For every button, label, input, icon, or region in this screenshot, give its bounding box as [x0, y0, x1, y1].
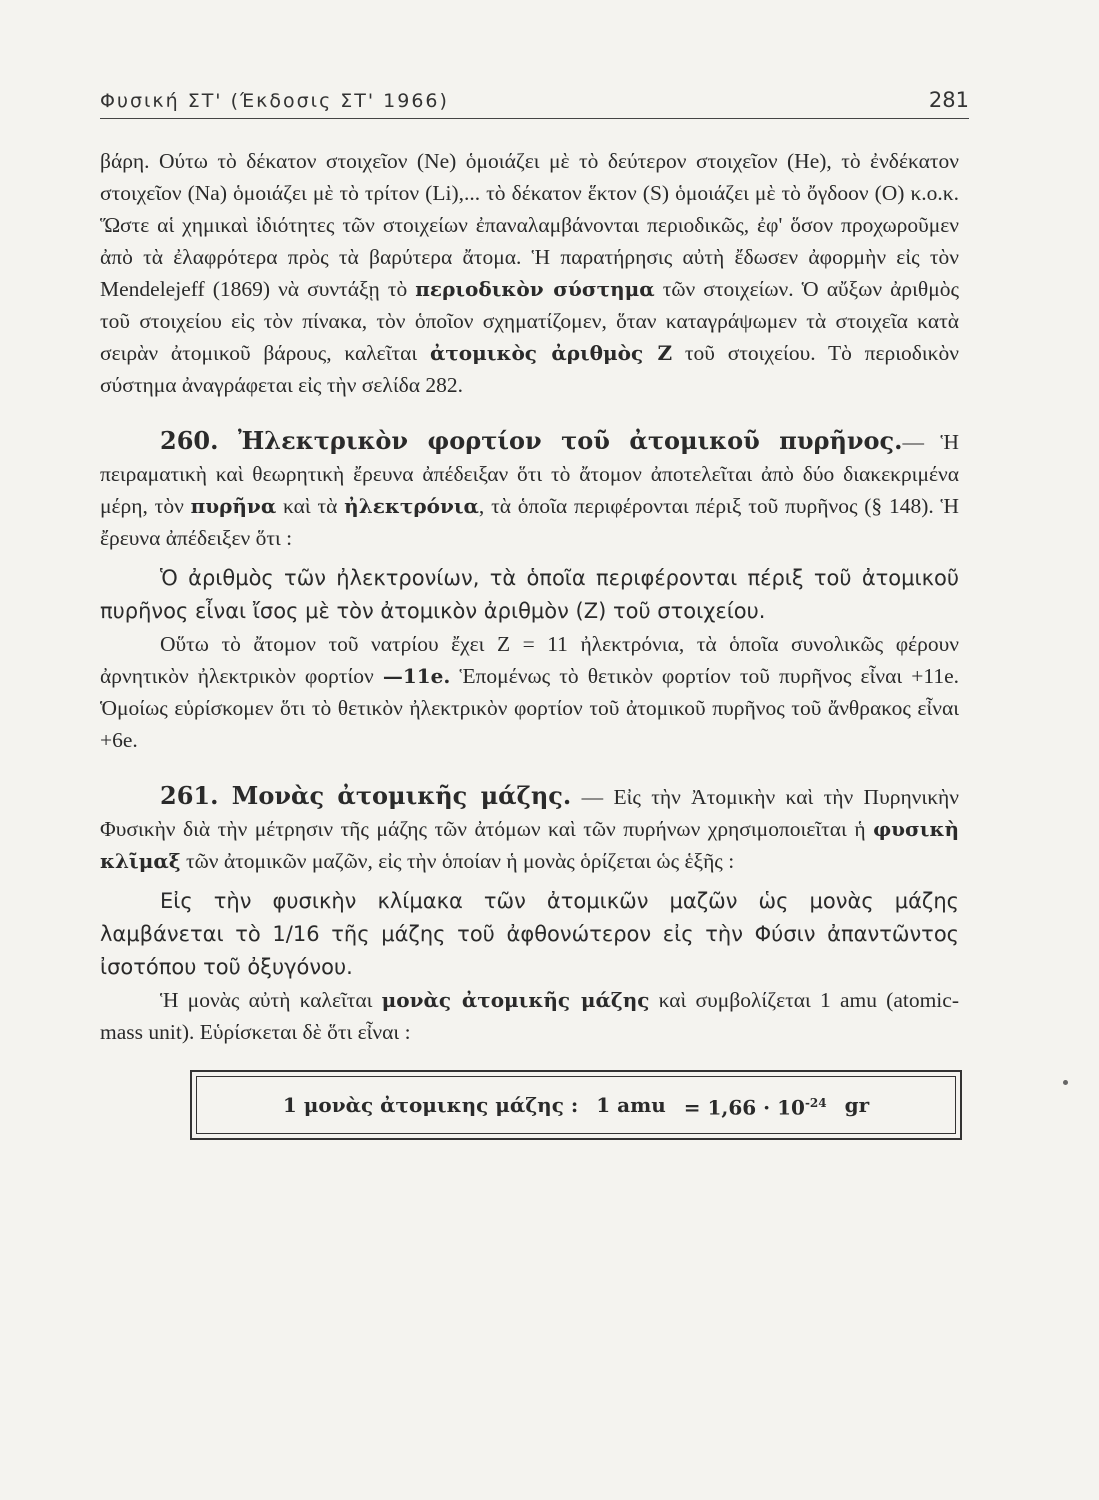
running-head	[100, 88, 969, 119]
ink-speck	[1063, 1080, 1068, 1085]
section-261-statement: Εἰς τὴν φυσικὴν κλίμακα τῶν ἀτομικῶν μαζῶν ὡς μονὰς μάζης λαμβάνεται τὸ 1/16 τῆς μάζης τοῦ ἀφθονώτερον εἰς τὴν Φύσιν ἀπαντῶντος ἰσοτόπου τοῦ ὀξυγόνου.	[100, 889, 959, 979]
term-atomic-mass-unit: μονὰς ἀτομικῆς μάζης	[381, 988, 650, 1012]
term-periodic-system: περιοδικὸν σύστημα	[415, 277, 655, 301]
example-text-2: Ἑπομένως τὸ θετικὸν φορτίον τοῦ πυρῆνος εἶναι +11e. Ὁμοίως εὑρίσκομεν ὅτι τὸ θετικὸν ἠλεκτρικὸν φορτίον τοῦ ἀτομικοῦ πυρῆνος τοῦ ἄνθρακος εἶναι +6e.	[100, 664, 959, 752]
section-261-heading: 261. Μονὰς ἀτομικῆς μάζης.	[160, 781, 572, 810]
section-260-statement: Ὁ ἀριθμὸς τῶν ἠλεκτρονίων, τὰ ὁποῖα περιφέρονται πέριξ τοῦ ἀτομικοῦ πυρῆνος εἶναι ἴσος μὲ τὸν ἀτομικὸν ἀριθμὸν (Z) τοῦ στοιχείου.	[100, 566, 959, 623]
section-261-text-1: — Εἰς τὴν Ἀτομικὴν καὶ τὴν Πυρηνικὴν Φυσικὴν διὰ τὴν μέτρησιν τῆς μάζης τῶν ἀτόμων καὶ τῶν πυρήνων χρησιμοποιεῖται ἡ	[100, 785, 959, 841]
term-atomic-number: ἀτομικὸς ἀριθμὸς Z	[429, 341, 673, 365]
example-text-1: Οὕτω τὸ ἄτομον τοῦ νατρίου ἔχει Z = 11 ἠλεκτρόνια, τὰ ὁποῖα συνολικῶς φέρουν ἀρνητικὸν ἠλεκτρικὸν φορτίον	[100, 632, 959, 688]
formula-rhs	[684, 1087, 827, 1124]
intro-text-2: τῶν στοιχείων. Ὁ αὔξων ἀριθμὸς τοῦ στοιχείου εἰς τὸν πίνακα, τὸν ὁποῖον σχηματίζομεν, ὅταν καταγράψωμεν τὰ στοιχεῖα κατὰ σειρὰν ἀτομικοῦ βάρους, καλεῖται	[100, 277, 959, 365]
page-body	[100, 145, 959, 1140]
formula-value: = 1,66 · 10	[683, 1095, 805, 1120]
section-260-text-1: — Ἡ πειραματικὴ καὶ θεωρητικὴ ἔρευνα ἀπέδειξαν ὅτι τὸ ἄτομον ἀποτελεῖται ἀπὸ δύο διακεκριμένα μέρη, τὸν	[100, 430, 959, 518]
section-260	[100, 425, 959, 756]
section-260-paragraph	[100, 425, 959, 554]
section-260-heading: 260. Ἠλεκτρικὸν φορτίον τοῦ ἀτομικοῦ πυρῆνος.	[160, 426, 903, 455]
formula-unit: gr	[844, 1093, 870, 1117]
running-head-title: Φυσική ΣΤ' (Έκδοσις ΣΤ' 1966)	[100, 90, 449, 112]
formula-box	[190, 1070, 962, 1140]
term-physical-scale: φυσικὴ κλῖμαξ	[100, 817, 959, 873]
term-nucleus: πυρῆνα	[190, 494, 277, 518]
formula-lhs: 1 amu	[596, 1093, 666, 1117]
formula-inner-frame	[196, 1076, 956, 1134]
section-261-paragraph	[100, 780, 959, 877]
formula-exponent: -24	[804, 1095, 827, 1110]
intro-paragraph	[100, 145, 959, 401]
term-electrons: ἠλεκτρόνια	[344, 494, 479, 518]
section-261	[100, 780, 959, 1048]
section-260-example	[100, 628, 959, 756]
intro-text-1: βάρη. Ούτω τὸ δέκατον στοιχεῖον (Ne) ὁμοιάζει μὲ τὸ δεύτερον στοιχεῖον (He), τὸ ἐνδέκατον στοιχεῖον (Na) ὁμοιάζει μὲ τὸ τρίτον (Li),... τὸ δέκατον ἕκτον (S) ὁμοιάζει μὲ τὸ ὄγδοον (O) κ.ο.κ. Ὥστε αἱ χημικαὶ ἰδιότητες τῶν στοιχείων ἐπαναλαμβάνονται περιοδικῶς, ἐφ' ὅσον προχωροῦμεν ἀπὸ τὰ ἐλαφρότερα πρὸς τὰ βαρύτερα ἄτομα. Ἡ παρατήρησις αὐτὴ ἔδωσεν ἀφορμὴν εἰς τὸν Mendelejeff (1869) νὰ συντάξῃ τὸ	[100, 149, 959, 301]
section-261-text-2: τῶν ἀτομικῶν μαζῶν, εἰς τὴν ὁποίαν ἡ μονὰς ὁρίζεται ὡς ἑξῆς :	[180, 849, 735, 873]
section-260-text-3: , τὰ ὁποῖα περιφέρονται πέριξ τοῦ πυρῆνος (§ 148). Ἡ ἔρευνα ἀπέδειξεν ὅτι :	[100, 494, 959, 550]
charge-value: —11e.	[382, 664, 451, 688]
section-260-text-2: καὶ τὰ	[276, 494, 345, 518]
intro-text-3: τοῦ στοιχείου. Τὸ περιοδικὸν σύστημα ἀναγράφεται εἰς τὴν σελίδα 282.	[100, 341, 959, 397]
formula-label: 1 μονὰς ἀτομικης μάζης :	[282, 1093, 579, 1117]
unit-text-2: καὶ συμβολίζεται 1 amu (atomic-mass unit). Εὑρίσκεται δὲ ὅτι εἶναι :	[100, 988, 959, 1044]
unit-text-1: Ἡ μονὰς αὐτὴ καλεῖται	[160, 988, 382, 1012]
page-number: 281	[928, 88, 969, 112]
section-261-unit-paragraph	[100, 984, 959, 1048]
